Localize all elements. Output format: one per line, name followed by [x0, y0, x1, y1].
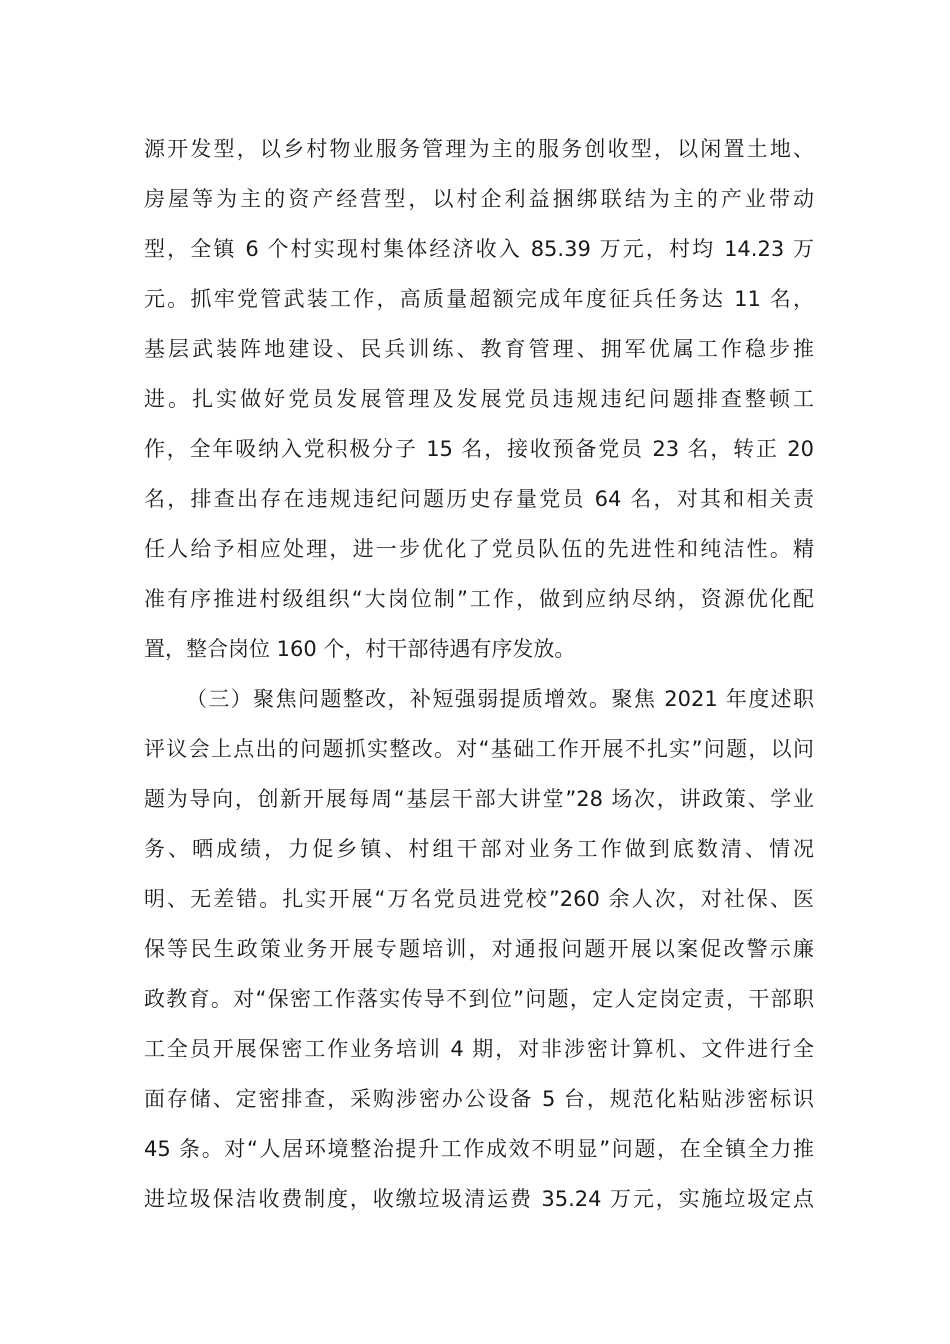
text-line: 置，整合岗位 160 个，村干部待遇有序发放。	[144, 637, 576, 661]
text-line: 题为导向，创新开展每周“基层干部大讲堂”28 场次，讲政策、学业	[144, 787, 814, 811]
text-line: 保等民生政策业务开展专题培训，对通报问题开展以案促改警示廉	[144, 937, 814, 961]
text-line: 源开发型，以乡村物业服务管理为主的服务创收型，以闲置土地、	[144, 137, 814, 161]
text-line: 务、晒成绩，力促乡镇、村组干部对业务工作做到底数清、情况	[144, 837, 814, 861]
text-line: 进。扎实做好党员发展管理及发展党员违规违纪问题排查整顿工	[144, 387, 814, 411]
text-line: 45 条。对“人居环境整治提升工作成效不明显”问题，在全镇全力推	[144, 1137, 814, 1161]
text-line: 评议会上点出的问题抓实整改。对“基础工作开展不扎实”问题，以问	[144, 737, 814, 761]
body-text	[144, 124, 814, 1224]
text-line: 房屋等为主的资产经营型，以村企利益捆绑联结为主的产业带动	[144, 187, 814, 211]
text-line: 准有序推进村级组织“大岗位制”工作，做到应纳尽纳，资源优化配	[144, 587, 814, 611]
text-line: 作，全年吸纳入党积极分子 15 名，接收预备党员 23 名，转正 20	[144, 437, 814, 461]
text-line: 名，排查出存在违规违纪问题历史存量党员 64 名，对其和相关责	[144, 487, 814, 511]
text-line: 型，全镇 6 个村实现村集体经济收入 85.39 万元，村均 14.23 万	[144, 237, 814, 261]
text-line: 政教育。对“保密工作落实传导不到位”问题，定人定岗定责，干部职	[144, 987, 814, 1011]
section-heading-line: （三）聚焦问题整改，补短强弱提质增效。聚焦 2021 年度述职	[186, 687, 814, 711]
text-line: 任人给予相应处理，进一步优化了党员队伍的先进性和纯洁性。精	[144, 537, 814, 561]
text-line: 明、无差错。扎实开展“万名党员进党校”260 余人次，对社保、医	[144, 887, 814, 911]
text-line: 面存储、定密排查，采购涉密办公设备 5 台，规范化粘贴涉密标识	[144, 1087, 814, 1111]
text-line: 基层武装阵地建设、民兵训练、教育管理、拥军优属工作稳步推	[144, 337, 814, 361]
text-line: 工全员开展保密工作业务培训 4 期，对非涉密计算机、文件进行全	[144, 1037, 814, 1061]
text-line: 进垃圾保洁收费制度，收缴垃圾清运费 35.24 万元，实施垃圾定点	[144, 1187, 814, 1211]
text-line: 元。抓牢党管武装工作，高质量超额完成年度征兵任务达 11 名，	[144, 287, 814, 311]
